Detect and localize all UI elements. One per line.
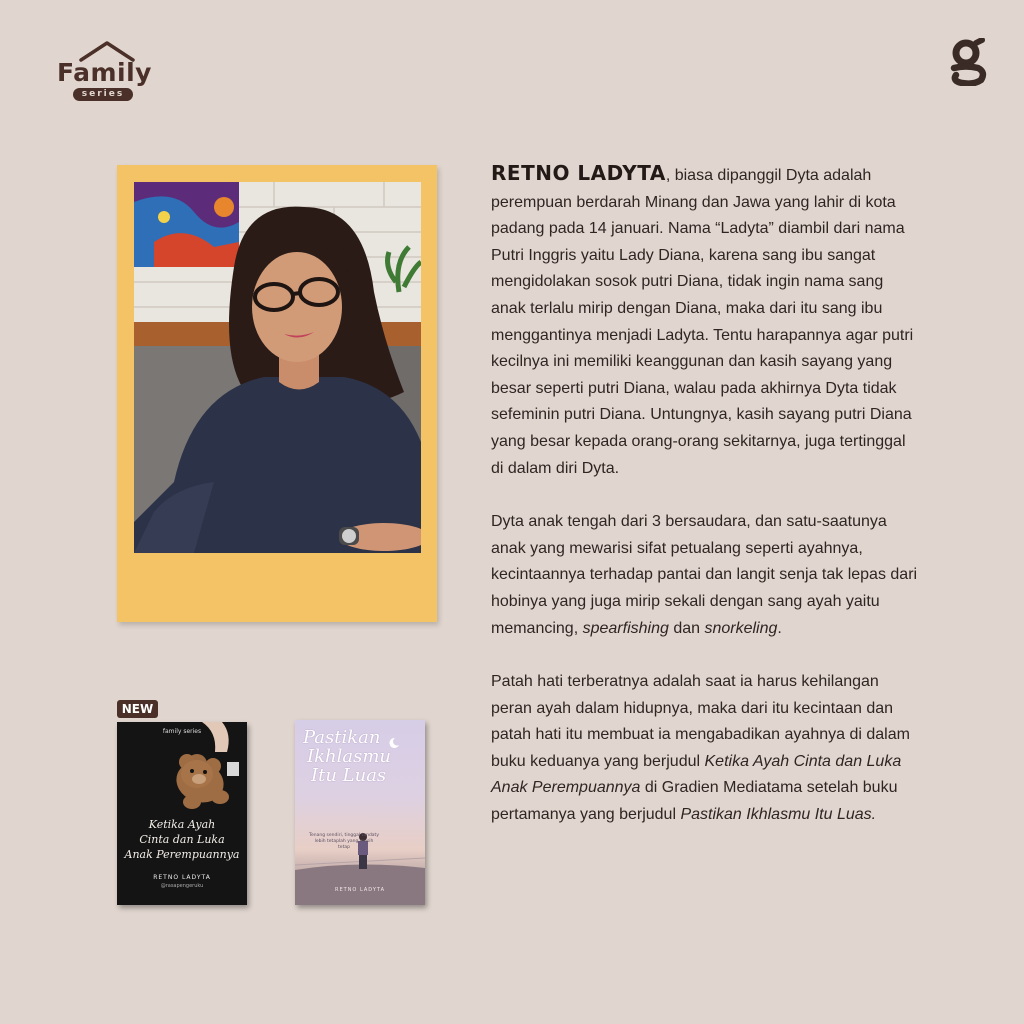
book-cover-pastikan-ikhlasmu[interactable]: [295, 720, 425, 905]
publisher-g-icon: [948, 38, 988, 86]
book1-series-label: family series: [162, 728, 202, 735]
logo-word: Family: [57, 58, 152, 87]
bio-paragraph-3: Patah hati terberatnya adalah saat ia harus kehilangan peran ayah dalam hidupnya, maka dari itu kecintaan dan patah hati itu membuat ia mengabadikan ayahnya di dalam buku keduanya yang berjudul Ketika Ayah Cinta dan Luka Anak Perempuannya di Gradien Mediatama setelah buku pertamanya yang berjudul Pastikan Ikhlasmu Itu Luas.: [491, 673, 910, 824]
book1-handle: @rasapengeruku: [160, 883, 204, 889]
author-bio: [491, 160, 921, 856]
book-cover-ketika-ayah[interactable]: [117, 722, 247, 905]
logo-series-pill: series: [73, 88, 133, 101]
book2-title: Pastikan Ikhlasmu Itu Luas: [303, 727, 391, 786]
book2-author: RETNO LADYTA: [335, 887, 385, 893]
book2-subtitle: Tenang sendiri, tinggal tandaty lebih tetaplah yang masih tetap: [309, 833, 379, 850]
author-photo-frame: [117, 165, 437, 622]
book1-author: RETNO LADYTA: [153, 874, 211, 881]
author-name: RETNO LADYTA: [491, 161, 666, 185]
book1-title: Ketika Ayah Cinta dan Luka Anak Perempuannya: [124, 818, 240, 861]
bio-paragraph-1: RETNO LADYTA, biasa dipanggil Dyta adalah perempuan berdarah Minang dan Jawa yang lahir di kota padang pada 14 januari. Nama “Ladyta” diambil dari nama Putri Inggris yaitu Lady Diana, karena sang ibu sangat mengidolakan sosok putri Diana, tidak ingin nama sang anak terlalu mirip dengan Diana, maka dari itu sang ibu menggantinya menjadi Ladyta. Tentu harapannya agar putri kecilnya ini memiliki keanggunan dan kasih sayang yang besar seperti putri Diana, walau pada akhirnya Dyta tidak sefeminin putri Diana. Untungnya, kasih sayang putri Diana yang besar kepada orang-orang sekitarnya, juga tertinggal di dalam diri Dyta.: [491, 161, 914, 477]
new-badge: NEW: [117, 700, 158, 718]
girl-illustration-icon: [295, 720, 425, 905]
family-series-logo: [55, 40, 165, 102]
author-photo: [134, 182, 421, 553]
bio-paragraph-2: Dyta anak tengah dari 3 bersaudara, dan satu-saatunya anak yang mewarisi sifat petualang seperti ayahnya, kecintaannya terhadap pantai dan langit senja tak lepas dari hobinya yang juga mirip sekali dengan sang ayah yaitu memancing, spearfishing dan snorkeling.: [491, 513, 918, 637]
